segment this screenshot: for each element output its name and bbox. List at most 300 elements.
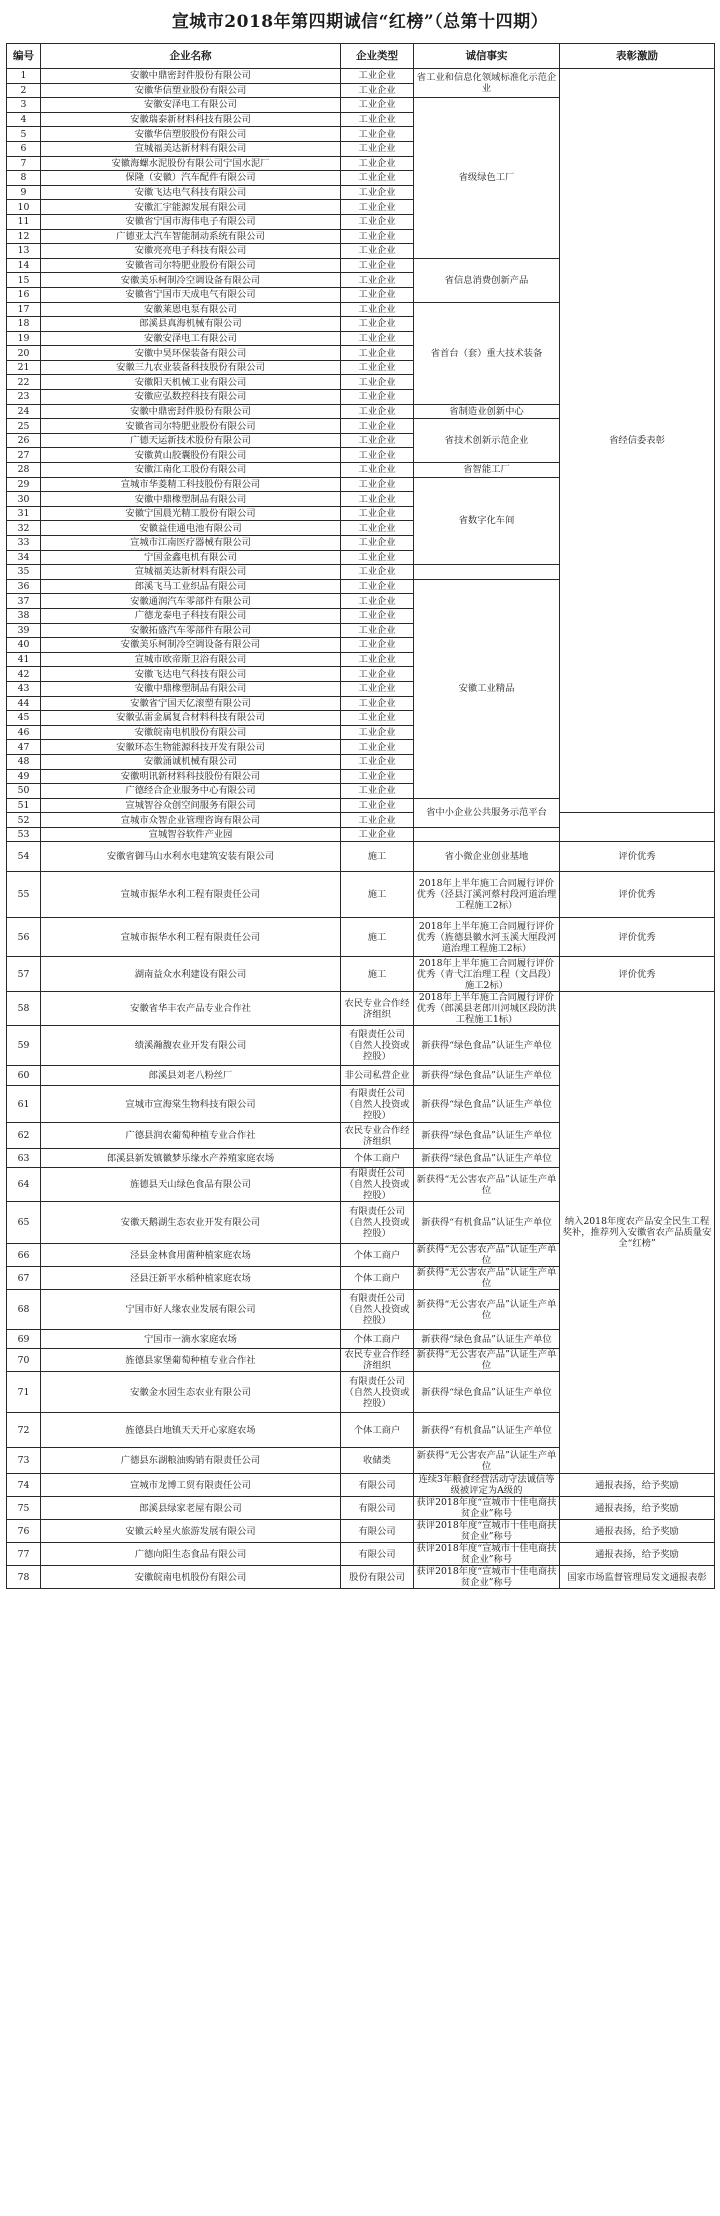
row-number: 58	[7, 992, 41, 1026]
company-name: 广德亚太汽车智能制动系统有限公司	[41, 229, 341, 244]
row-number: 68	[7, 1290, 41, 1330]
company-type: 工业企业	[341, 579, 414, 594]
header-company: 企业名称	[41, 44, 341, 69]
credit-fact: 连续3年粮食经营活动守法诚信等级被评定为A级的	[414, 1474, 560, 1497]
company-name: 安徽省御马山水利水电建筑安装有限公司	[41, 842, 341, 872]
header-type: 企业类型	[341, 44, 414, 69]
credit-fact	[414, 827, 560, 842]
row-number: 34	[7, 550, 41, 565]
company-type: 工业企业	[341, 141, 414, 156]
credit-fact: 新获得“有机食品”认证生产单位	[414, 1202, 560, 1244]
row-number: 75	[7, 1497, 41, 1520]
company-name: 安徽云岭星火旅游发展有限公司	[41, 1520, 341, 1543]
credit-fact: 新获得“绿色食品”认证生产单位	[414, 1372, 560, 1413]
credit-fact: 省小微企业创业基地	[414, 842, 560, 872]
row-number: 27	[7, 448, 41, 463]
company-type: 工业企业	[341, 229, 414, 244]
table-row	[7, 69, 715, 84]
company-type: 工业企业	[341, 375, 414, 390]
credit-fact: 2018年上半年施工合同履行评价优秀（泾县汀溪河蔡村段河道治理工程施工2标）	[414, 872, 560, 918]
row-number: 18	[7, 317, 41, 332]
company-name: 宣城市宣海棠生物科技有限公司	[41, 1086, 341, 1123]
company-name: 郎溪县新发镇徽梦乐缘水产养殖家庭农场	[41, 1149, 341, 1168]
company-type: 农民专业合作经济组织	[341, 1349, 414, 1372]
company-name: 郎溪县绿家老屋有限公司	[41, 1497, 341, 1520]
company-type: 工业企业	[341, 185, 414, 200]
row-number: 43	[7, 681, 41, 696]
company-name: 旌德县白地镇天天开心家庭农场	[41, 1413, 341, 1448]
reward: 省经信委表彰	[560, 69, 715, 813]
reward: 国家市场监督管理局发文通报表彰	[560, 1566, 715, 1589]
company-name: 泾县金林食用菌种植家庭农场	[41, 1244, 341, 1267]
table-row	[7, 1474, 715, 1497]
company-name: 安徽海螺水泥股份有限公司宁国水泥厂	[41, 156, 341, 171]
row-number: 51	[7, 798, 41, 813]
company-name: 郎溪飞马工业织品有限公司	[41, 579, 341, 594]
company-name: 宣城智谷众创空间服务有限公司	[41, 798, 341, 813]
company-type: 工业企业	[341, 98, 414, 113]
company-type: 工业企业	[341, 448, 414, 463]
company-type: 工业企业	[341, 477, 414, 492]
company-type: 工业企业	[341, 623, 414, 638]
reward: 通报表扬，给予奖励	[560, 1497, 715, 1520]
company-name: 安徽天鹅湖生态农业开发有限公司	[41, 1202, 341, 1244]
company-type: 工业企业	[341, 827, 414, 842]
row-number: 44	[7, 696, 41, 711]
company-name: 安徽中鼎橡塑制品有限公司	[41, 492, 341, 507]
credit-fact: 获评2018年度“宣城市十佳电商扶贫企业”称号	[414, 1543, 560, 1566]
credit-fact: 安徽工业精品	[414, 579, 560, 798]
credit-fact: 省技术创新示范企业	[414, 419, 560, 463]
table-row	[7, 1520, 715, 1543]
row-number: 73	[7, 1448, 41, 1474]
company-type: 有限责任公司（自然人投资或控股）	[341, 1202, 414, 1244]
company-name: 安徽皖南电机股份有限公司	[41, 1566, 341, 1589]
credit-fact: 新获得“绿色食品”认证生产单位	[414, 1149, 560, 1168]
header-row	[7, 44, 715, 69]
company-name: 宣城市龙博工贸有限责任公司	[41, 1474, 341, 1497]
company-name: 安徽应弘数控科技有限公司	[41, 390, 341, 405]
credit-fact: 获评2018年度“宣城市十佳电商扶贫企业”称号	[414, 1520, 560, 1543]
table-row	[7, 813, 715, 828]
company-name: 安徽华信塑胶股份有限公司	[41, 127, 341, 142]
row-number: 15	[7, 273, 41, 288]
company-type: 施工	[341, 957, 414, 992]
company-name: 安徽省宁国市天成电气有限公司	[41, 287, 341, 302]
company-name: 安徽安泽电工有限公司	[41, 331, 341, 346]
company-type: 工业企业	[341, 667, 414, 682]
row-number: 20	[7, 346, 41, 361]
company-name: 安徽飞达电气科技有限公司	[41, 667, 341, 682]
company-name: 安徽省宁国市海伟电子有限公司	[41, 214, 341, 229]
row-number: 62	[7, 1123, 41, 1149]
company-type: 农民专业合作经济组织	[341, 992, 414, 1026]
company-type: 工业企业	[341, 784, 414, 799]
row-number: 35	[7, 565, 41, 580]
credit-fact: 省制造业创新中心	[414, 404, 560, 419]
company-type: 工业企业	[341, 463, 414, 478]
row-number: 1	[7, 69, 41, 84]
company-name: 宣城市众智企业管理咨询有限公司	[41, 813, 341, 828]
row-number: 33	[7, 536, 41, 551]
company-type: 个体工商户	[341, 1413, 414, 1448]
company-name: 安徽阳天机械工业有限公司	[41, 375, 341, 390]
row-number: 59	[7, 1026, 41, 1066]
table-row	[7, 992, 715, 1026]
company-name: 安徽省宁国天亿滚塑有限公司	[41, 696, 341, 711]
company-type: 工业企业	[341, 390, 414, 405]
row-number: 23	[7, 390, 41, 405]
row-number: 39	[7, 623, 41, 638]
company-type: 个体工商户	[341, 1149, 414, 1168]
company-name: 广德县东湖粮油购销有限责任公司	[41, 1448, 341, 1474]
company-name: 安徽省司尔特肥业股份有限公司	[41, 258, 341, 273]
honor-table	[6, 43, 715, 1589]
company-name: 安徽美乐柯制冷空调设备有限公司	[41, 273, 341, 288]
table-row	[7, 1497, 715, 1520]
company-type: 工业企业	[341, 711, 414, 726]
row-number: 53	[7, 827, 41, 842]
credit-fact: 获评2018年度“宣城市十佳电商扶贫企业”称号	[414, 1566, 560, 1589]
company-type: 工业企业	[341, 521, 414, 536]
row-number: 47	[7, 740, 41, 755]
company-name: 安徽瑞泰新材料科技有限公司	[41, 112, 341, 127]
company-name: 安徽涌诚机械有限公司	[41, 754, 341, 769]
company-type: 非公司私营企业	[341, 1066, 414, 1086]
reward: 通报表扬，给予奖励	[560, 1543, 715, 1566]
company-name: 湖南益众水利建设有限公司	[41, 957, 341, 992]
company-name: 安徽拓盛汽车零部件有限公司	[41, 623, 341, 638]
row-number: 11	[7, 214, 41, 229]
credit-fact: 新获得“绿色食品”认证生产单位	[414, 1123, 560, 1149]
row-number: 7	[7, 156, 41, 171]
company-type: 有限公司	[341, 1543, 414, 1566]
company-name: 泾县汪新平水稻种植家庭农场	[41, 1267, 341, 1290]
company-type: 有限责任公司（自然人投资或控股）	[341, 1290, 414, 1330]
company-name: 绩溪瀚馥农业开发有限公司	[41, 1026, 341, 1066]
credit-fact: 新获得“无公害农产品”认证生产单位	[414, 1349, 560, 1372]
credit-fact: 新获得“无公害农产品”认证生产单位	[414, 1244, 560, 1267]
row-number: 61	[7, 1086, 41, 1123]
credit-fact: 新获得“无公害农产品”认证生产单位	[414, 1448, 560, 1474]
row-number: 31	[7, 506, 41, 521]
company-type: 施工	[341, 918, 414, 957]
company-name: 安徽金水园生态农业有限公司	[41, 1372, 341, 1413]
company-name: 宁国市一滴水家庭农场	[41, 1330, 341, 1349]
row-number: 13	[7, 244, 41, 259]
credit-fact: 获评2018年度“宣城市十佳电商扶贫企业”称号	[414, 1497, 560, 1520]
company-type: 个体工商户	[341, 1330, 414, 1349]
credit-fact: 新获得“无公害农产品”认证生产单位	[414, 1168, 560, 1202]
company-name: 宣城市江南医疗器械有限公司	[41, 536, 341, 551]
company-type: 工业企业	[341, 492, 414, 507]
reward: 评价优秀	[560, 957, 715, 992]
row-number: 22	[7, 375, 41, 390]
company-name: 宁国金鑫电机有限公司	[41, 550, 341, 565]
company-type: 股份有限公司	[341, 1566, 414, 1589]
company-name: 安徽美乐柯制冷空调设备有限公司	[41, 638, 341, 653]
table-row	[7, 1566, 715, 1589]
company-type: 农民专业合作经济组织	[341, 1123, 414, 1149]
row-number: 24	[7, 404, 41, 419]
row-number: 46	[7, 725, 41, 740]
company-name: 安徽通润汽车零部件有限公司	[41, 594, 341, 609]
row-number: 8	[7, 171, 41, 186]
reward: 通报表扬，给予奖励	[560, 1474, 715, 1497]
company-name: 安徽宁国晨光精工股份有限公司	[41, 506, 341, 521]
company-name: 安徽省司尔特肥业股份有限公司	[41, 419, 341, 434]
reward: 评价优秀	[560, 872, 715, 918]
company-type: 工业企业	[341, 287, 414, 302]
row-number: 71	[7, 1372, 41, 1413]
row-number: 78	[7, 1566, 41, 1589]
company-type: 工业企业	[341, 740, 414, 755]
company-type: 工业企业	[341, 638, 414, 653]
row-number: 60	[7, 1066, 41, 1086]
company-type: 工业企业	[341, 433, 414, 448]
row-number: 76	[7, 1520, 41, 1543]
company-type: 工业企业	[341, 813, 414, 828]
credit-fact: 省智能工厂	[414, 463, 560, 478]
company-type: 工业企业	[341, 200, 414, 215]
company-name: 安徽飞达电气科技有限公司	[41, 185, 341, 200]
company-name: 保隆（安徽）汽车配件有限公司	[41, 171, 341, 186]
company-name: 宣城市欧帝斯卫浴有限公司	[41, 652, 341, 667]
row-number: 3	[7, 98, 41, 113]
company-type: 个体工商户	[341, 1244, 414, 1267]
company-name: 安徽中鼎密封件股份有限公司	[41, 69, 341, 84]
row-number: 41	[7, 652, 41, 667]
row-number: 48	[7, 754, 41, 769]
row-number: 77	[7, 1543, 41, 1566]
row-number: 38	[7, 608, 41, 623]
company-name: 安徽明讯新材料科技股份有限公司	[41, 769, 341, 784]
credit-fact: 省中小企业公共服务示范平台	[414, 798, 560, 827]
row-number: 25	[7, 419, 41, 434]
company-type: 工业企业	[341, 69, 414, 84]
credit-fact: 新获得“绿色食品”认证生产单位	[414, 1086, 560, 1123]
company-type: 工业企业	[341, 346, 414, 361]
company-name: 广德天运新技术股份有限公司	[41, 433, 341, 448]
credit-fact: 省级绿色工厂	[414, 98, 560, 259]
table-row	[7, 957, 715, 992]
company-type: 工业企业	[341, 798, 414, 813]
row-number: 74	[7, 1474, 41, 1497]
company-type: 工业企业	[341, 83, 414, 98]
row-number: 32	[7, 521, 41, 536]
row-number: 69	[7, 1330, 41, 1349]
company-type: 工业企业	[341, 725, 414, 740]
table-row	[7, 1543, 715, 1566]
company-type: 收储类	[341, 1448, 414, 1474]
row-number: 63	[7, 1149, 41, 1168]
credit-fact: 新获得“无公害农产品”认证生产单位	[414, 1267, 560, 1290]
row-number: 37	[7, 594, 41, 609]
company-name: 安徽华信塑业股份有限公司	[41, 83, 341, 98]
row-number: 45	[7, 711, 41, 726]
company-name: 安徽弘雷金属复合材料科技有限公司	[41, 711, 341, 726]
company-name: 广德向阳生态食品有限公司	[41, 1543, 341, 1566]
credit-fact: 省数字化车间	[414, 477, 560, 565]
company-name: 安徽环态生物能源科技开发有限公司	[41, 740, 341, 755]
reward: 通报表扬，给予奖励	[560, 1520, 715, 1543]
company-name: 宣城市振华水利工程有限责任公司	[41, 918, 341, 957]
company-type: 工业企业	[341, 171, 414, 186]
company-name: 安徽莱恩电泵有限公司	[41, 302, 341, 317]
company-type: 施工	[341, 842, 414, 872]
company-name: 安徽中昊环保装备有限公司	[41, 346, 341, 361]
row-number: 56	[7, 918, 41, 957]
company-name: 安徽中鼎密封件股份有限公司	[41, 404, 341, 419]
company-type: 工业企业	[341, 302, 414, 317]
company-type: 工业企业	[341, 214, 414, 229]
table-row	[7, 872, 715, 918]
row-number: 16	[7, 287, 41, 302]
row-number: 72	[7, 1413, 41, 1448]
row-number: 50	[7, 784, 41, 799]
company-type: 工业企业	[341, 156, 414, 171]
company-name: 安徽江南化工股份有限公司	[41, 463, 341, 478]
company-name: 宁国市好人缘农业发展有限公司	[41, 1290, 341, 1330]
credit-fact: 省工业和信息化领域标准化示范企业	[414, 69, 560, 98]
header-reward: 表彰激励	[560, 44, 715, 69]
row-number: 36	[7, 579, 41, 594]
company-type: 工业企业	[341, 360, 414, 375]
company-name: 宣城智谷软件产业园	[41, 827, 341, 842]
company-name: 安徽亮亮电子科技有限公司	[41, 244, 341, 259]
row-number: 26	[7, 433, 41, 448]
row-number: 5	[7, 127, 41, 142]
company-name: 广德县润农葡萄种植专业合作社	[41, 1123, 341, 1149]
row-number: 10	[7, 200, 41, 215]
row-number: 9	[7, 185, 41, 200]
company-name: 安徽省华丰农产品专业合作社	[41, 992, 341, 1026]
company-type: 工业企业	[341, 404, 414, 419]
credit-fact: 新获得“有机食品”认证生产单位	[414, 1413, 560, 1448]
row-number: 6	[7, 141, 41, 156]
company-type: 工业企业	[341, 258, 414, 273]
company-type: 工业企业	[341, 317, 414, 332]
row-number: 52	[7, 813, 41, 828]
credit-fact: 新获得“无公害农产品”认证生产单位	[414, 1290, 560, 1330]
company-type: 个体工商户	[341, 1267, 414, 1290]
company-type: 有限责任公司（自然人投资或控股）	[341, 1026, 414, 1066]
company-name: 广德经合企业服务中心有限公司	[41, 784, 341, 799]
company-type: 工业企业	[341, 754, 414, 769]
credit-fact: 2018年上半年施工合同履行评价优秀（郎溪县老郎川河城区段防洪工程施工1标）	[414, 992, 560, 1026]
company-name: 宣城福美达新材料有限公司	[41, 565, 341, 580]
company-type: 有限责任公司（自然人投资或控股）	[341, 1086, 414, 1123]
row-number: 19	[7, 331, 41, 346]
header-no: 编号	[7, 44, 41, 69]
credit-fact: 2018年上半年施工合同履行评价优秀（青弋江治理工程（文昌段）施工2标）	[414, 957, 560, 992]
reward: 评价优秀	[560, 918, 715, 957]
row-number: 21	[7, 360, 41, 375]
reward	[560, 813, 715, 842]
company-name: 安徽皖南电机股份有限公司	[41, 725, 341, 740]
row-number: 49	[7, 769, 41, 784]
company-type: 工业企业	[341, 536, 414, 551]
row-number: 55	[7, 872, 41, 918]
row-number: 4	[7, 112, 41, 127]
company-type: 工业企业	[341, 419, 414, 434]
company-type: 有限责任公司（自然人投资或控股）	[341, 1168, 414, 1202]
company-type: 有限公司	[341, 1520, 414, 1543]
row-number: 12	[7, 229, 41, 244]
company-name: 安徽汇宇能源发展有限公司	[41, 200, 341, 215]
row-number: 64	[7, 1168, 41, 1202]
row-number: 14	[7, 258, 41, 273]
company-type: 工业企业	[341, 696, 414, 711]
company-type: 有限公司	[341, 1497, 414, 1520]
reward: 纳入2018年度农产品安全民生工程奖补，推荐列入安徽省农产品质量安全“红榜”	[560, 992, 715, 1474]
header-fact: 诚信事实	[414, 44, 560, 69]
company-name: 郎溪县刘老八粉丝厂	[41, 1066, 341, 1086]
company-name: 安徽中鼎橡塑制品有限公司	[41, 681, 341, 696]
company-name: 广德龙泰电子科技有限公司	[41, 608, 341, 623]
row-number: 40	[7, 638, 41, 653]
row-number: 42	[7, 667, 41, 682]
company-type: 工业企业	[341, 681, 414, 696]
company-type: 工业企业	[341, 608, 414, 623]
company-name: 旌德县家堡葡萄种植专业合作社	[41, 1349, 341, 1372]
company-type: 工业企业	[341, 127, 414, 142]
table-row	[7, 842, 715, 872]
company-type: 工业企业	[341, 565, 414, 580]
company-type: 工业企业	[341, 506, 414, 521]
row-number: 29	[7, 477, 41, 492]
company-name: 安徽黄山胶囊股份有限公司	[41, 448, 341, 463]
company-type: 施工	[341, 872, 414, 918]
credit-fact: 新获得“绿色食品”认证生产单位	[414, 1330, 560, 1349]
company-type: 工业企业	[341, 652, 414, 667]
company-type: 工业企业	[341, 769, 414, 784]
credit-fact: 省首台（套）重大技术装备	[414, 302, 560, 404]
company-name: 安徽三九农业装备科技股份有限公司	[41, 360, 341, 375]
table-row	[7, 918, 715, 957]
row-number: 17	[7, 302, 41, 317]
company-name: 郎溪县真海机械有限公司	[41, 317, 341, 332]
credit-fact: 省信息消费创新产品	[414, 258, 560, 302]
row-number: 66	[7, 1244, 41, 1267]
company-name: 宣城市振华水利工程有限责任公司	[41, 872, 341, 918]
company-name: 安徽益佳通电池有限公司	[41, 521, 341, 536]
row-number: 65	[7, 1202, 41, 1244]
row-number: 2	[7, 83, 41, 98]
company-type: 工业企业	[341, 594, 414, 609]
company-type: 工业企业	[341, 112, 414, 127]
row-number: 30	[7, 492, 41, 507]
company-type: 工业企业	[341, 550, 414, 565]
company-type: 工业企业	[341, 244, 414, 259]
row-number: 70	[7, 1349, 41, 1372]
row-number: 67	[7, 1267, 41, 1290]
company-name: 旌德县天山绿色食品有限公司	[41, 1168, 341, 1202]
company-name: 安徽安泽电工有限公司	[41, 98, 341, 113]
credit-fact: 新获得“绿色食品”认证生产单位	[414, 1066, 560, 1086]
company-name: 宣城市华菱精工科技股份有限公司	[41, 477, 341, 492]
company-type: 有限责任公司（自然人投资或控股）	[341, 1372, 414, 1413]
credit-fact	[414, 565, 560, 580]
row-number: 28	[7, 463, 41, 478]
row-number: 57	[7, 957, 41, 992]
company-type: 有限公司	[341, 1474, 414, 1497]
credit-fact: 新获得“绿色食品”认证生产单位	[414, 1026, 560, 1066]
credit-fact: 2018年上半年施工合同履行评价优秀（旌德县徽水河玉溪大厘段河道治理工程施工2标）	[414, 918, 560, 957]
page-title: 宣城市2018年第四期诚信“红榜”（总第十四期）	[171, 12, 549, 32]
company-type: 工业企业	[341, 273, 414, 288]
reward: 评价优秀	[560, 842, 715, 872]
